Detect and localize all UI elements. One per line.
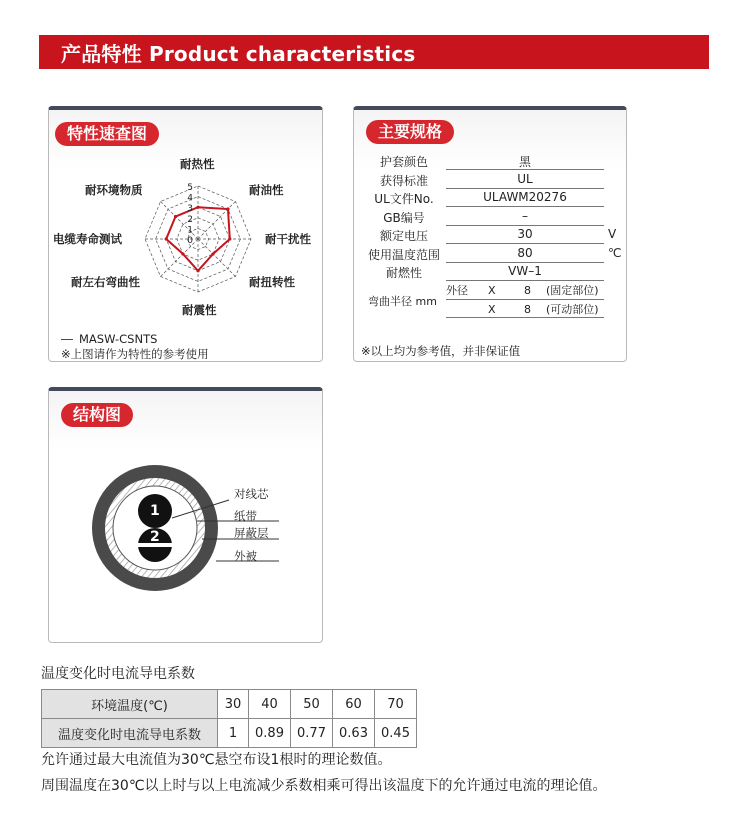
- table-cell: 0.77: [291, 719, 333, 748]
- specs-card: [353, 106, 627, 362]
- spec-value: 80: [517, 245, 533, 260]
- table-cell: 60: [333, 690, 375, 719]
- spec-value: UL: [517, 171, 533, 186]
- spec-label: GB编号: [383, 210, 425, 225]
- spec-label: 额定电压: [379, 229, 428, 243]
- spec-underline: [446, 169, 604, 170]
- spec-value: 黑: [518, 155, 531, 169]
- spec-label: 获得标准: [379, 173, 428, 188]
- characteristics-note: ※上图请作为特性的参考使用: [61, 347, 209, 361]
- axis-label-vibration: 耐震性: [182, 303, 217, 317]
- axis-label-lifetime: 电缆寿命测试: [53, 232, 122, 246]
- radar-point: [226, 207, 229, 210]
- radar-axis-line: [198, 239, 235, 276]
- note-line-1: 允许通过最大电流值为30℃悬空布设1根时的理论数值。: [41, 752, 392, 768]
- bend-row-1-underline: [446, 299, 604, 300]
- table-cell: 50: [291, 690, 333, 719]
- callout-core: 对线芯: [234, 487, 269, 501]
- axis-label-bending: 耐左右弯曲性: [71, 275, 140, 289]
- table-header-temp: 环境温度(℃): [42, 690, 218, 719]
- coefficient-caption: 温度变化时电流导电系数: [41, 666, 195, 682]
- bend-row-1: 外径 X 8 (固定部位): [446, 284, 599, 297]
- specs-note: ※以上均为参考值，并非保证值: [361, 344, 521, 358]
- spec-underline: [446, 225, 604, 226]
- characteristics-title: 特性速查图: [55, 122, 159, 146]
- bend-row-2-underline: [446, 317, 604, 318]
- spec-label: 使用温度范围: [367, 247, 440, 262]
- structure-title: 结构图: [61, 403, 133, 427]
- radar-point: [174, 215, 177, 218]
- radar-point: [211, 252, 214, 255]
- table-cell: 40: [249, 690, 291, 719]
- axis-label-interference: 耐干扰性: [265, 232, 311, 246]
- radar-scale-label: 3: [187, 204, 193, 215]
- table-cell: 0.45: [375, 719, 417, 748]
- spec-unit: V: [608, 227, 617, 241]
- characteristics-card: [48, 106, 323, 362]
- coefficient-table: [41, 689, 417, 748]
- spec-label: 护套颜色: [379, 155, 428, 169]
- legend-label: MASW-CSNTS: [79, 332, 158, 346]
- radar-scale-label: 1: [187, 225, 193, 236]
- core-1-label: 1: [150, 503, 160, 519]
- bend-row-2: X 8 (可动部位): [488, 303, 599, 316]
- spec-value: ULAWM20276: [483, 190, 567, 204]
- table-cell: 0.63: [333, 719, 375, 748]
- table-cell: 70: [375, 690, 417, 719]
- spec-underline: [446, 262, 604, 263]
- radar-point: [181, 252, 184, 255]
- spec-value: 30: [517, 227, 533, 241]
- radar-scale-label: 4: [187, 193, 193, 204]
- section-banner: [39, 35, 709, 69]
- core-2-label: 2: [150, 529, 160, 545]
- axis-label-heat: 耐热性: [180, 157, 215, 171]
- radar-point: [196, 206, 199, 209]
- note-line-2: 周围温度在30℃以上时与以上电流减少系数相乘可得出该温度下的允许通过电流的理论值。: [41, 778, 607, 794]
- radar-point: [196, 269, 199, 272]
- spec-underline: [446, 243, 604, 244]
- spec-underline: [446, 206, 604, 207]
- legend-entry: [61, 332, 157, 346]
- cable-cross-section: [49, 391, 324, 647]
- table-header-coef: 温度变化时电流导电系数: [42, 719, 218, 748]
- callout-jacket: 外被: [234, 549, 257, 563]
- radar-scale-label: 2: [187, 214, 193, 225]
- spec-label: UL文件No.: [374, 192, 434, 206]
- radar-scale-label: 5: [187, 183, 193, 193]
- bend-radius-label: 弯曲半径 mm: [368, 295, 437, 308]
- radar-point: [165, 237, 168, 240]
- specs-title: 主要规格: [366, 120, 454, 144]
- spec-value: –: [522, 208, 528, 223]
- table-cell: 30: [218, 690, 249, 719]
- table-row: [42, 719, 417, 748]
- table-cell: 0.89: [249, 719, 291, 748]
- legend-line: [61, 339, 73, 340]
- spec-value: VW–1: [508, 264, 542, 278]
- spec-label: 耐燃性: [385, 266, 422, 280]
- table-cell: 1: [218, 719, 249, 748]
- table-row: [42, 690, 417, 719]
- radar-scale-label: 0: [187, 236, 193, 246]
- callout-shield: 屏蔽层: [234, 526, 269, 540]
- axis-label-environment: 耐环境物质: [85, 183, 143, 197]
- axis-label-oil: 耐油性: [249, 183, 284, 197]
- axis-label-torsion: 耐扭转性: [249, 275, 295, 289]
- spec-underline: [446, 188, 604, 189]
- banner-title: 产品特性 Product characteristics: [61, 42, 416, 66]
- structure-card: [48, 387, 323, 643]
- spec-underline: [446, 280, 604, 281]
- callout-tape: 纸带: [234, 509, 257, 523]
- radar-point: [228, 237, 231, 240]
- spec-unit: ℃: [608, 245, 622, 260]
